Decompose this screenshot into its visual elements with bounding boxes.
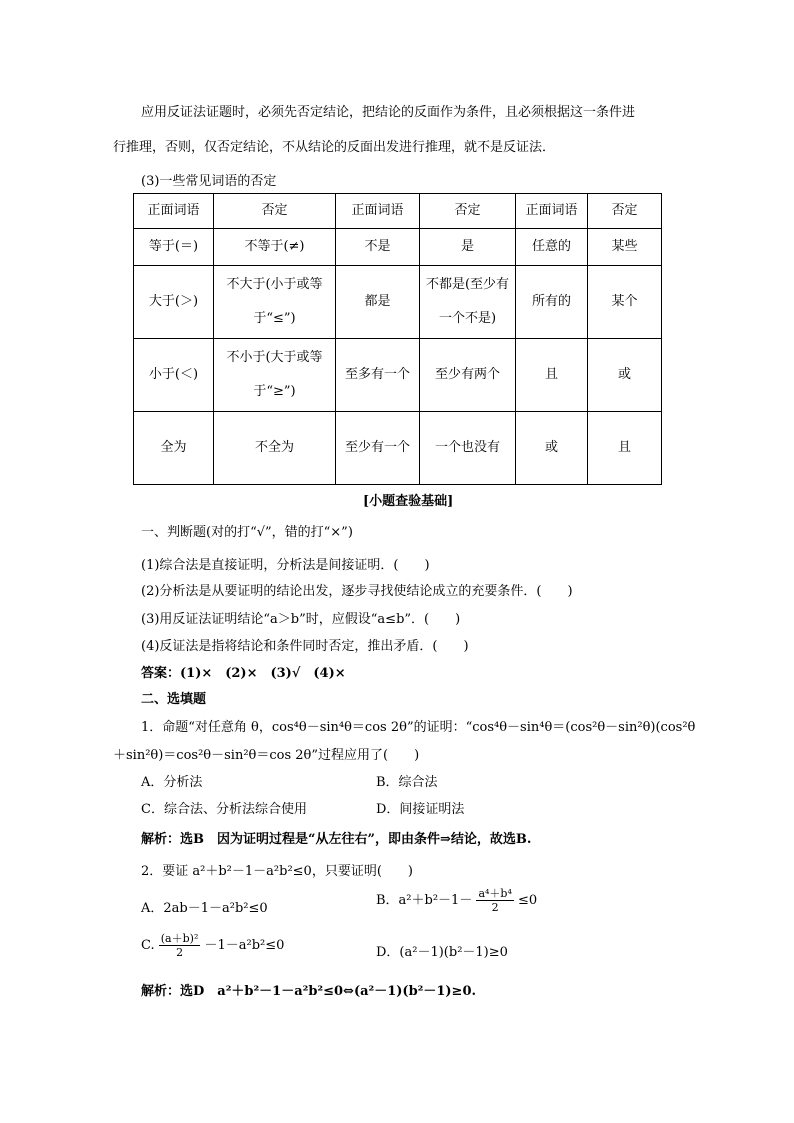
table-cell: 小于(＜): [134, 339, 214, 412]
part2-heading: 二、选填题: [141, 692, 207, 707]
table-cell: 不等于(≠): [214, 229, 336, 266]
table-cell: 且: [588, 412, 662, 485]
part1-answer: 答案：(1)× (2)× (3)√ (4)×: [141, 666, 346, 681]
table-cell: 至多有一个: [336, 339, 420, 412]
judge-item-1: (1)综合法是直接证明，分析法是间接证明．( ): [141, 558, 430, 573]
q2-option-d: D．(a²－1)(b²－1)≥0: [376, 945, 508, 960]
q2-option-c-fraction: [159, 932, 201, 959]
table-cell: 不大于(小于或等于“≤”): [214, 266, 336, 339]
header-cell: 正面词语: [336, 194, 420, 229]
q2-option-c-prefix: C.: [141, 938, 155, 953]
fraction-numerator: a⁴＋b⁴: [478, 887, 512, 900]
q2-analysis: 解析：选D a²＋b²－1－a²b²≤0⇔(a²－1)(b²－1)≥0.: [141, 984, 477, 999]
q1-option-d: D．间接证明法: [376, 802, 465, 817]
table-cell: 至少有两个: [420, 339, 516, 412]
intro-line-1: 应用反证法证题时，必须先否定结论，把结论的反面作为条件，且必须根据这一条件进: [141, 105, 636, 120]
table-cell: 或: [516, 412, 588, 485]
table-cell: 不全为: [214, 412, 336, 485]
q2-option-c: [141, 932, 284, 959]
table-cell: 大于(＞): [134, 266, 214, 339]
q1-stem-line-1: 1．命题“对任意角 θ，cos⁴θ－sin⁴θ＝cos 2θ”的证明：“cos⁴θ－sin⁴θ＝(cos²θ－sin²θ)(cos²θ: [141, 720, 696, 735]
table-cell: 或: [588, 339, 662, 412]
header-cell: 否定: [588, 194, 662, 229]
q2-option-c-suffix: －1－a²b²≤0: [204, 938, 285, 953]
q1-option-b: B．综合法: [376, 775, 438, 790]
fraction-denominator: 2: [176, 946, 184, 959]
table-header-row: [134, 194, 662, 229]
judge-item-4: (4)反证法是指将结论和条件同时否定，推出矛盾．( ): [141, 639, 469, 654]
table-row: [134, 266, 662, 339]
table-cell: 是: [420, 229, 516, 266]
q1-option-c: C．综合法、分析法综合使用: [141, 802, 307, 817]
table-row: [134, 412, 662, 485]
header-cell: 否定: [214, 194, 336, 229]
table-cell: 所有的: [516, 266, 588, 339]
negation-table: [133, 193, 662, 485]
q1-stem-line-2: ＋sin²θ)＝cos²θ－sin²θ＝cos 2θ”过程应用了( ): [113, 748, 420, 763]
table-caption: (3)一些常见词语的否定: [141, 174, 277, 189]
table-row: [134, 229, 662, 266]
part1-heading: 一、判断题(对的打“√”，错的打“×”): [141, 525, 353, 540]
q2-option-a: A．2ab－1－a²b²≤0: [141, 901, 268, 916]
table-cell: 不小于(大于或等于“≥”): [214, 339, 336, 412]
section-title: [小题查验基础]: [363, 494, 454, 509]
table-row: [134, 339, 662, 412]
q1-analysis: 解析：选B 因为证明过程是“从左往右”，即由条件⇒结论，故选B.: [141, 832, 532, 847]
q2-option-b-fraction: [476, 887, 513, 914]
q2-option-b-prefix: B．a²＋b²－1－: [376, 893, 473, 908]
intro-line-2: 行推理，否则，仅否定结论，不从结论的反面出发进行推理，就不是反证法．: [113, 140, 556, 155]
q1-option-a: A．分析法: [141, 775, 203, 790]
table-cell: 都是: [336, 266, 420, 339]
table-cell: 等于(＝): [134, 229, 214, 266]
fraction-numerator: (a＋b)²: [160, 932, 199, 945]
header-cell: 否定: [420, 194, 516, 229]
judge-item-3: (3)用反证法证明结论“a＞b”时，应假设“a≤b”．( ): [141, 612, 461, 627]
table-cell: 不都是(至少有一个不是): [420, 266, 516, 339]
table-cell: 某个: [588, 266, 662, 339]
judge-item-2: (2)分析法是从要证明的结论出发，逐步寻找使结论成立的充要条件．( ): [141, 584, 573, 599]
header-cell: 正面词语: [516, 194, 588, 229]
table-cell: 不是: [336, 229, 420, 266]
table-cell: 至少有一个: [336, 412, 420, 485]
q2-option-b: [376, 887, 537, 914]
table-cell: 某些: [588, 229, 662, 266]
table-cell: 全为: [134, 412, 214, 485]
fraction-denominator: 2: [491, 901, 499, 914]
table-cell: 一个也没有: [420, 412, 516, 485]
header-cell: 正面词语: [134, 194, 214, 229]
table-cell: 且: [516, 339, 588, 412]
table-cell: 任意的: [516, 229, 588, 266]
q2-stem: 2．要证 a²＋b²－1－a²b²≤0，只要证明( ): [141, 864, 413, 879]
q2-option-b-suffix: ≤0: [518, 893, 538, 908]
